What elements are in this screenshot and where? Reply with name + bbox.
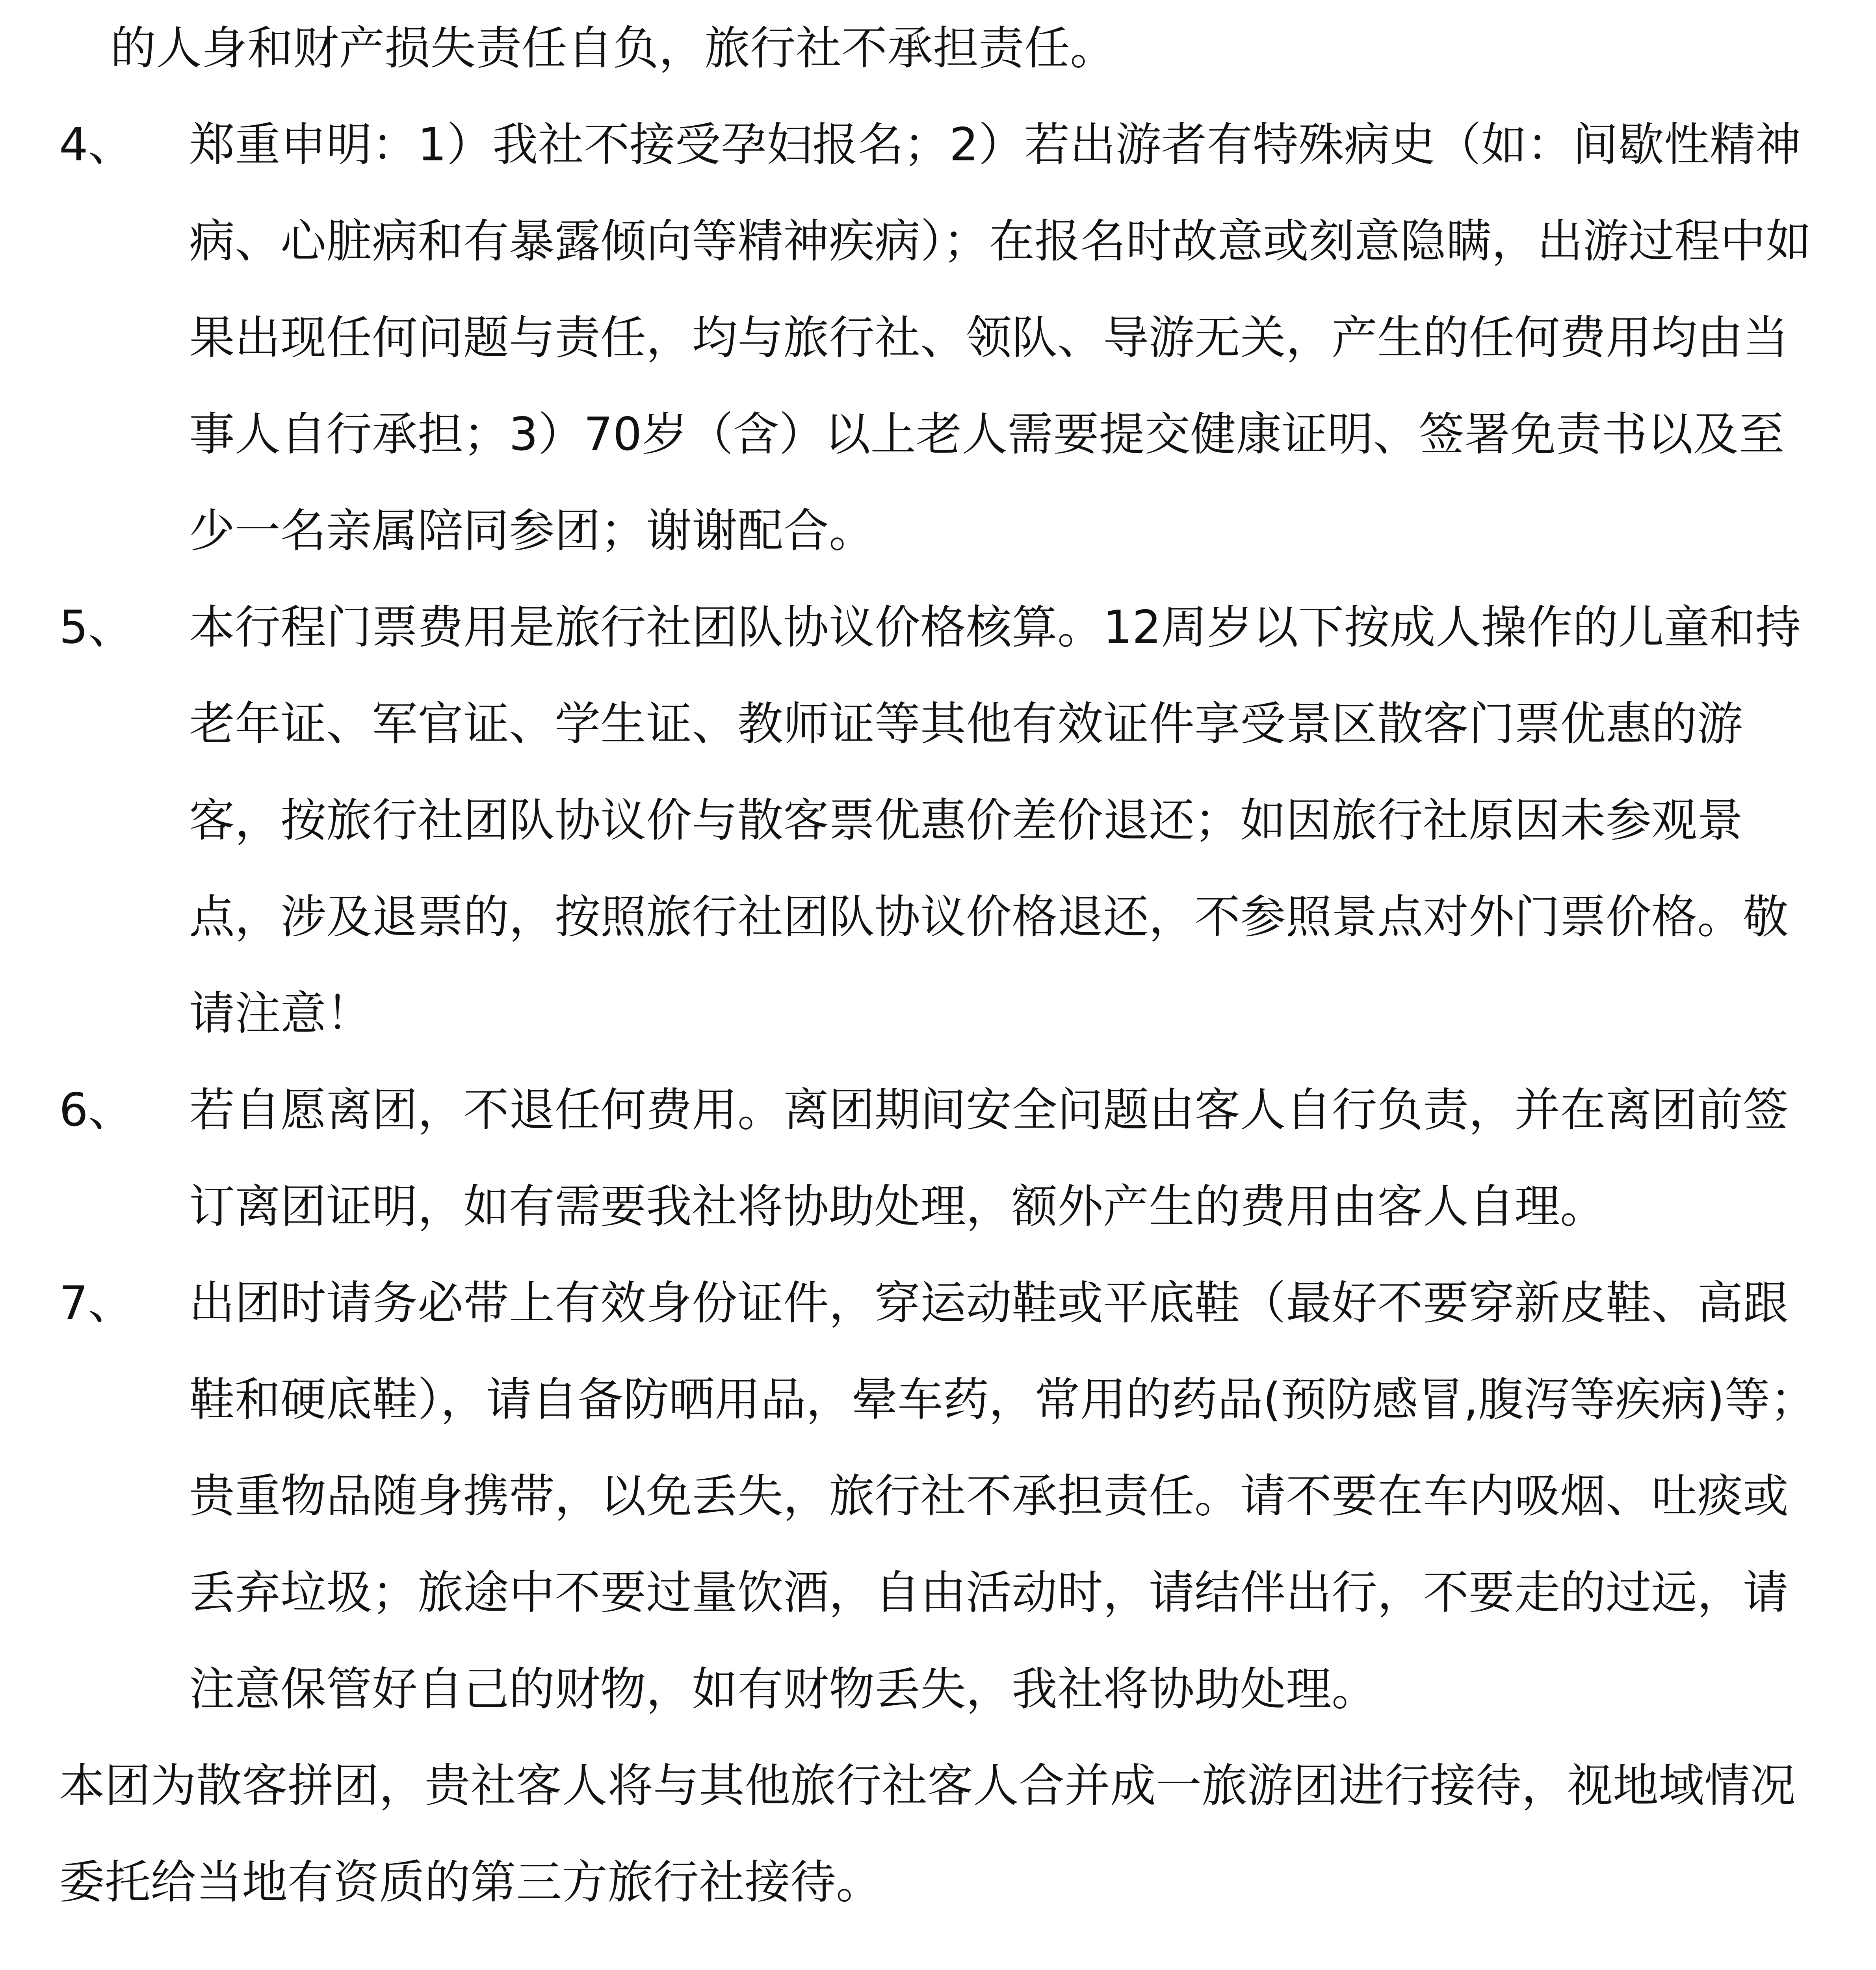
item-number: 4、 (59, 118, 134, 171)
item-text: 若自愿离团，不退任何费用。离团期间安全问题由客人自行负责，并在离团前签订离团证明，如有需要我社将协助处理，额外产生的费用由客人自理。 (189, 1084, 1789, 1233)
item-number: 6、 (59, 1084, 134, 1137)
item-number: 7、 (59, 1277, 134, 1330)
terms-item-4 (59, 97, 1824, 579)
terms-body (59, 0, 1824, 1931)
intro-continuation: 的人身和财产损失责任自负，旅行社不承担责任。 (110, 22, 1116, 75)
item-text: 郑重申明：1）我社不接受孕妇报名；2）若出游者有特殊病史（如：间歇性精神病、心脏病和有暴露倾向等精神疾病）；在报名时故意或刻意隐瞒，出游过程中如果出现任何问题与责任，均与旅行社、领队、导游无关，产生的任何费用均由当事人自行承担；3）70岁（含）以上老人需要提交健康证明、签署免责书以及至少一名亲属陪同参团；谢谢配合。 (189, 118, 1811, 558)
item-number: 5、 (59, 601, 134, 654)
terms-item-7 (59, 1255, 1824, 1738)
group-tour-notice: 本团为散客拼团，贵社客人将与其他旅行社客人合并成一旅游团进行接待，视地域情况委托给当地有资质的第三方旅行社接待。 (59, 1759, 1796, 1909)
item-text: 本行程门票费用是旅行社团队协议价格核算。12周岁以下按成人操作的儿童和持老年证、军官证、学生证、教师证等其他有效证件享受景区散客门票优惠的游客，按旅行社团队协议价与散客票优惠价差价退还；如因旅行社原因未参观景点，涉及退票的，按照旅行社团队协议价格退还，不参照景点对外门票价格。敬请注意！ (189, 601, 1801, 1040)
terms-item-5 (59, 579, 1824, 1062)
item-text: 出团时请务必带上有效身份证件，穿运动鞋或平底鞋（最好不要穿新皮鞋、高跟鞋和硬底鞋），请自备防晒用品，晕车药，常用的药品(预防感冒,腹泻等疾病)等；贵重物品随身携带，以免丢失，旅行社不承担责任。请不要在车内吸烟、吐痰或丢弃垃圾；旅途中不要过量饮酒，自由活动时，请结伴出行，不要走的过远，请注意保管好自己的财物，如有财物丢失，我社将协助处理。 (189, 1277, 1816, 1716)
terms-item-6 (59, 1062, 1824, 1255)
